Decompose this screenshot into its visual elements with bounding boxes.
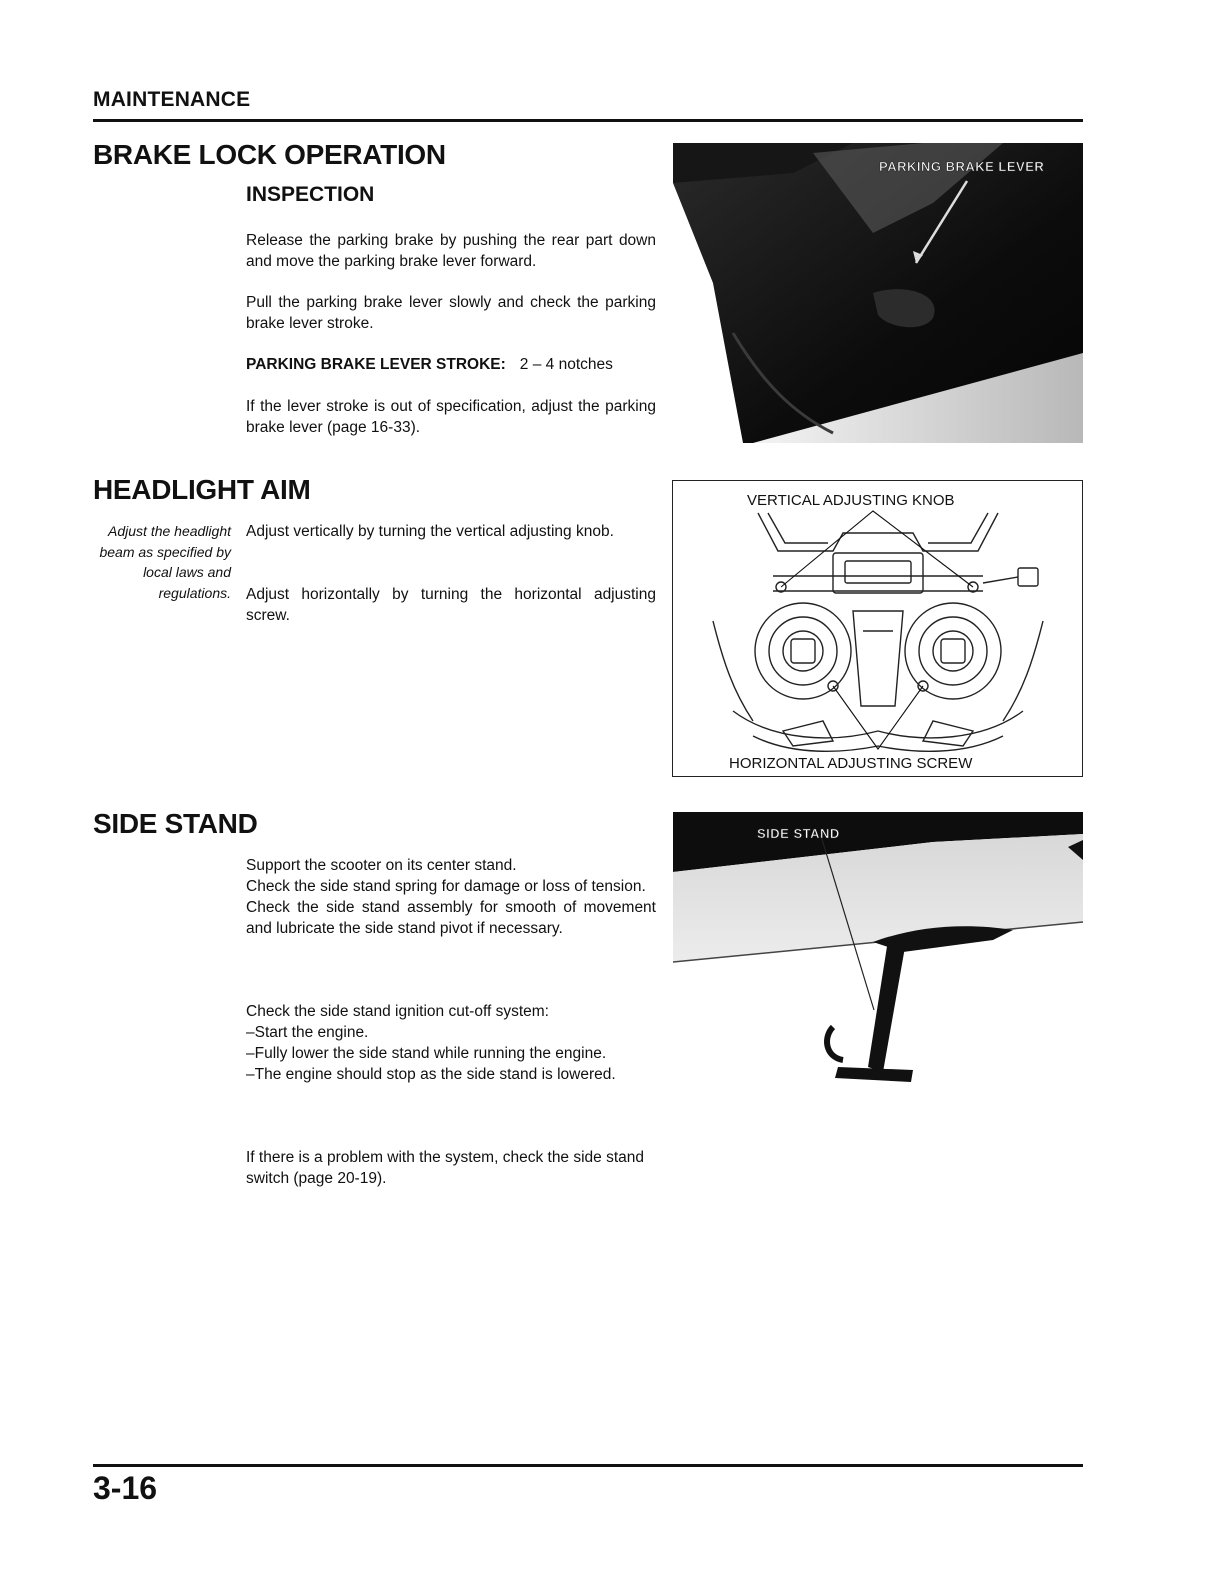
side-stand-photo [673,812,1083,1092]
running-head: MAINTENANCE [93,88,251,111]
brake-lock-paragraph-3: If the lever stroke is out of specification, adjust the parking brake lever (page 16-33). [246,398,656,436]
side-stand-title: SIDE STAND [93,808,258,839]
inspection-subtitle: INSPECTION [246,183,375,206]
side-stand-paragraph-2: Check the side stand spring for damage or loss of tension. [246,878,646,895]
cutoff-system-check [246,1001,656,1085]
cutoff-step: –The engine should stop as the side stand is lowered. [246,1066,616,1083]
headlight-adjustment-diagram [672,480,1083,777]
side-stand-paragraph-5: If there is a problem with the system, check the side stand switch (page 20-19). [246,1149,645,1187]
spec-label: PARKING BRAKE LEVER STROKE: [246,356,506,373]
footer-rule [93,1464,1083,1467]
headlight-paragraph-1: Adjust vertically by turning the vertical adjusting knob. [246,523,614,540]
side-stand-instructions [246,855,656,939]
brake-lock-paragraph-1: Release the parking brake by pushing the rear part down and move the parking brake lever forward. [246,232,656,270]
side-stand-paragraph-3: Check the side stand assembly for smooth of movement and lubricate the side stand pivot if necessary. [246,899,656,937]
cutoff-step: –Fully lower the side stand while running the engine. [246,1045,607,1062]
headlight-aim-title: HEADLIGHT AIM [93,474,311,505]
spec-value: 2 – 4 notches [519,356,613,373]
headlight-paragraph-2: Adjust horizontally by turning the horizontal adjusting screw. [246,586,656,624]
header-rule [93,119,1083,122]
horizontal-adjusting-screw-label: HORIZONTAL ADJUSTING SCREW [729,755,973,772]
side-stand-paragraph-4: Check the side stand ignition cut-off system: [246,1003,549,1020]
page-number: 3-16 [93,1470,158,1506]
side-stand-paragraph-1: Support the scooter on its center stand. [246,857,517,874]
cutoff-step: –Start the engine. [246,1024,369,1041]
headlight-margin-note: Adjust the headlight beam as specified by local laws and regulations. [99,523,231,601]
side-stand-label: SIDE STAND [757,826,840,841]
parking-brake-lever-label: PARKING BRAKE LEVER [879,159,1045,174]
brake-lock-title: BRAKE LOCK OPERATION [93,139,446,170]
brake-lock-paragraph-2: Pull the parking brake lever slowly and check the parking brake lever stroke. [246,294,656,332]
brake-lever-stroke-spec [246,354,656,375]
vertical-adjusting-knob-label: VERTICAL ADJUSTING KNOB [747,492,955,509]
parking-brake-photo [673,143,1083,443]
